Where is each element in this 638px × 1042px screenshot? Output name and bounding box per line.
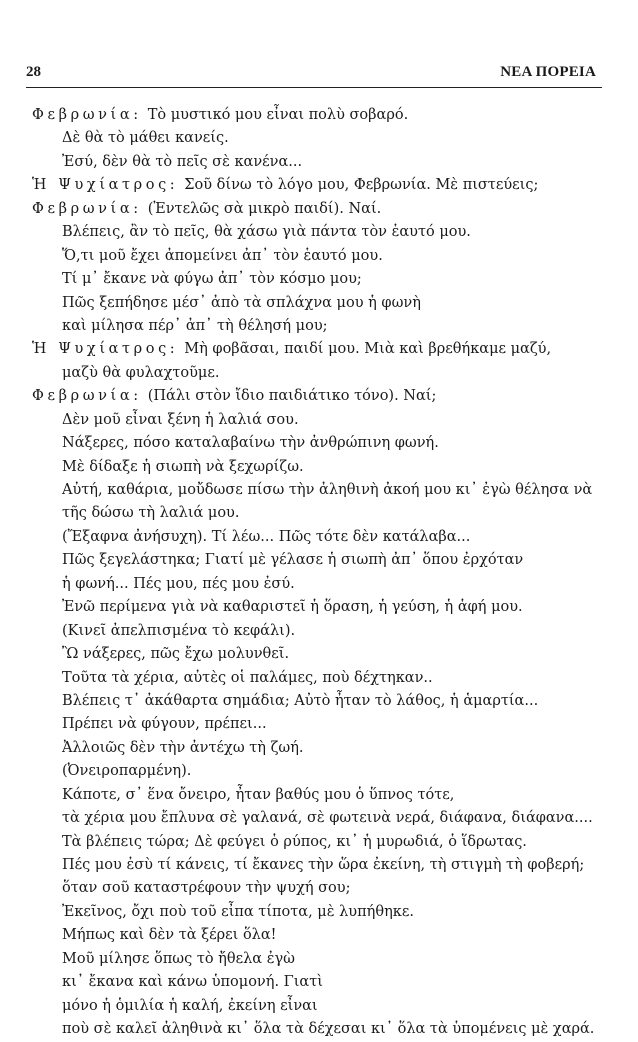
line-text: τῆς δώσω τὴ λαλιά μου. xyxy=(62,505,240,522)
dialogue-line xyxy=(32,924,604,947)
dialogue-line xyxy=(32,784,604,807)
dialogue-line xyxy=(32,362,604,385)
dialogue-line xyxy=(32,245,604,268)
dialogue-line xyxy=(32,971,604,994)
dialogue-line xyxy=(32,526,604,549)
line-text: Αὐτή, καθάρια, μοὔδωσε πίσω τὴν ἀληθινὴ ἀκοή μου κι᾿ ἐγὼ θέλησα νὰ xyxy=(62,482,593,498)
line-text: Μοῦ μίλησε ὅπως τὸ ἤθελα ἐγὼ xyxy=(62,950,295,967)
line-text: μαζὺ θὰ φυλαχτοῦμε. xyxy=(62,364,220,381)
dialogue-line xyxy=(32,268,604,291)
speaker-line xyxy=(32,104,604,127)
running-head: ΝΕΑ ΠΟΡΕΙΑ xyxy=(500,64,596,80)
line-text: (Ὀνειροπαρμένη). xyxy=(62,763,192,780)
dialogue-line xyxy=(32,690,604,713)
dialogue-line xyxy=(32,713,604,736)
dialogue-line xyxy=(32,315,604,338)
dialogue-line xyxy=(32,1018,604,1041)
line-text: Ἐνῶ περίμενα γιὰ νὰ καθαριστεῖ ἡ ὅραση, ἡ γεύση, ἡ ἁφή μου. xyxy=(62,599,523,616)
dialogue-text xyxy=(32,104,604,1042)
dialogue-line xyxy=(32,643,604,666)
dialogue-line xyxy=(32,479,604,502)
line-text: Κάποτε, σ᾿ ἕνα ὄνειρο, ἦταν βαθύς μου ὁ ὕπνος τότε, xyxy=(62,786,455,803)
line-text: ὅταν σοῦ καταστρέφουν τὴν ψυχή σου; xyxy=(62,880,351,897)
dialogue-line xyxy=(32,667,604,690)
line-text: Τί μ᾿ ἔκανε νὰ φύγω ἀπ᾿ τὸν κόσμο μου; xyxy=(62,271,362,288)
line-text: Πῶς ξεπήδησε μέσ᾿ ἀπὸ τὰ σπλάχνα μου ἡ φωνὴ xyxy=(62,294,421,311)
speaker-name: Φεβρωνία: xyxy=(32,200,142,217)
line-text: καὶ μίλησα πέρ᾿ ἀπ᾿ τὴ θέλησή μου; xyxy=(62,317,328,334)
line-text: τὰ χέρια μου ἔπλυνα σὲ γαλανά, σὲ φωτεινὰ νερά, διάφανα, διάφανα.... xyxy=(62,810,593,827)
dialogue-line xyxy=(32,432,604,455)
line-text: ποὺ σὲ καλεῖ ἀληθινὰ κι᾿ ὅλα τὰ δέχεσαι κι᾿ ὅλα τὰ ὑπομένεις μὲ χαρά. xyxy=(62,1021,595,1038)
line-text: (Πάλι στὸν ἴδιο παιδιάτικο τόνο). Ναί; xyxy=(147,388,437,405)
line-text: Τοῦτα τὰ χέρια, αὐτὲς οἱ παλάμες, ποὺ δέχτηκαν.. xyxy=(62,669,433,686)
line-text: κι᾿ ἔκανα καὶ κάνω ὑπομονή. Γιατὶ xyxy=(62,974,323,991)
line-text: Τὸ μυστικό μου εἶναι πολὺ σοβαρό. xyxy=(147,107,409,123)
line-text: Πές μου ἐσὺ τί κάνεις, τί ἔκανες τὴν ὥρα ἐκείνη, τὴ στιγμὴ τὴ φοβερή; xyxy=(62,857,585,873)
header-rule xyxy=(26,87,602,88)
dialogue-line xyxy=(32,877,604,900)
line-text: Ὅ,τι μοῦ ἔχει ἀπομείνει ἀπ᾿ τὸν ἑαυτό μου. xyxy=(62,247,383,264)
line-text: Ἐσύ, δὲν θὰ τὸ πεῖς σὲ κανένα... xyxy=(62,153,303,170)
dialogue-line xyxy=(32,409,604,432)
line-text: Μὲ δίδαξε ἡ σιωπὴ νὰ ξεχωρίζω. xyxy=(62,458,304,475)
line-text: Νάξερες, πόσο καταλαβαίνω τὴν ἀνθρώπινη φωνή. xyxy=(62,435,439,452)
dialogue-line xyxy=(32,760,604,783)
speaker-line xyxy=(32,338,604,361)
dialogue-line xyxy=(32,948,604,971)
line-text: Πρέπει νὰ φύγουν, πρέπει... xyxy=(62,716,267,733)
page-header xyxy=(26,64,596,84)
line-text: (Ἔξαφνα ἀνήσυχη). Τί λέω... Πῶς τότε δὲν κατάλαβα... xyxy=(62,528,471,545)
line-text: Τὰ βλέπεις τώρα; Δὲ φεύγει ὁ ρύπος, κι᾿ ἡ μυρωδιά, ὁ ἵδρωτας. xyxy=(62,833,527,850)
line-text: Πῶς ξεγελάστηκα; Γιατί μὲ γέλασε ἡ σιωπὴ ἀπ᾿ ὅπου ἐρχόταν xyxy=(62,552,524,569)
dialogue-line xyxy=(32,292,604,315)
line-text: Ἀλλοιῶς δὲν τὴν ἀντέχω τὴ ζωή. xyxy=(62,739,304,756)
line-text: (Κινεῖ ἀπελπισμένα τὸ κεφάλι). xyxy=(62,622,296,639)
dialogue-line xyxy=(32,221,604,244)
dialogue-line xyxy=(32,549,604,572)
speaker-name: Ἡ Ψυχίατρος: xyxy=(32,177,179,194)
speaker-name: Ἡ Ψυχίατρος: xyxy=(32,341,179,358)
speaker-line xyxy=(32,198,604,221)
dialogue-line xyxy=(32,995,604,1018)
dialogue-line xyxy=(32,737,604,760)
dialogue-line xyxy=(32,807,604,830)
line-text: (Ἐντελῶς σὰ μικρὸ παιδί). Ναί. xyxy=(147,200,382,217)
line-text: Σοῦ δίνω τὸ λόγο μου, Φεβρωνία. Μὲ πιστεύεις; xyxy=(184,177,539,194)
dialogue-line xyxy=(32,151,604,174)
line-text: Βλέπεις τ᾿ ἀκάθαρτα σημάδια; Αὐτὸ ἦταν τὸ λάθος, ἡ ἁμαρτία... xyxy=(62,692,539,709)
line-text: Δὲ θὰ τὸ μάθει κανείς. xyxy=(62,130,229,147)
dialogue-line xyxy=(32,901,604,924)
line-text: Μὴ φοβᾶσαι, παιδί μου. Μιὰ καὶ βρεθήκαμε μαζύ, xyxy=(184,341,552,358)
line-text: ἡ φωνή... Πές μου, πές μου ἐσύ. xyxy=(62,575,295,592)
dialogue-line xyxy=(32,456,604,479)
line-text: Βλέπεις, ἂν τὸ πεῖς, θὰ χάσω γιὰ πάντα τὸν ἑαυτό μου. xyxy=(62,224,471,241)
speaker-line xyxy=(32,385,604,408)
line-text: Ὢ νάξερες, πῶς ἔχω μολυνθεῖ. xyxy=(62,646,290,663)
dialogue-line xyxy=(32,854,604,877)
dialogue-line xyxy=(32,127,604,150)
dialogue-line xyxy=(32,596,604,619)
line-text: Ἐκεῖνος, ὄχι ποὺ τοῦ εἶπα τίποτα, μὲ λυπήθηκε. xyxy=(62,903,414,920)
line-text: Μήπως καὶ δὲν τὰ ξέρει ὅλα! xyxy=(62,927,277,944)
speaker-name: Φεβρωνία: xyxy=(32,107,142,123)
dialogue-line xyxy=(32,573,604,596)
speaker-line xyxy=(32,174,604,197)
line-text: μόνο ἡ ὁμιλία ἡ καλή, ἐκείνη εἶναι xyxy=(62,997,318,1014)
speaker-name: Φεβρωνία: xyxy=(32,388,142,405)
dialogue-line xyxy=(32,620,604,643)
line-text: Δὲν μοῦ εἶναι ξένη ἡ λαλιά σου. xyxy=(62,411,299,428)
page-number: 28 xyxy=(26,64,41,80)
dialogue-line xyxy=(32,502,604,525)
dialogue-line xyxy=(32,831,604,854)
